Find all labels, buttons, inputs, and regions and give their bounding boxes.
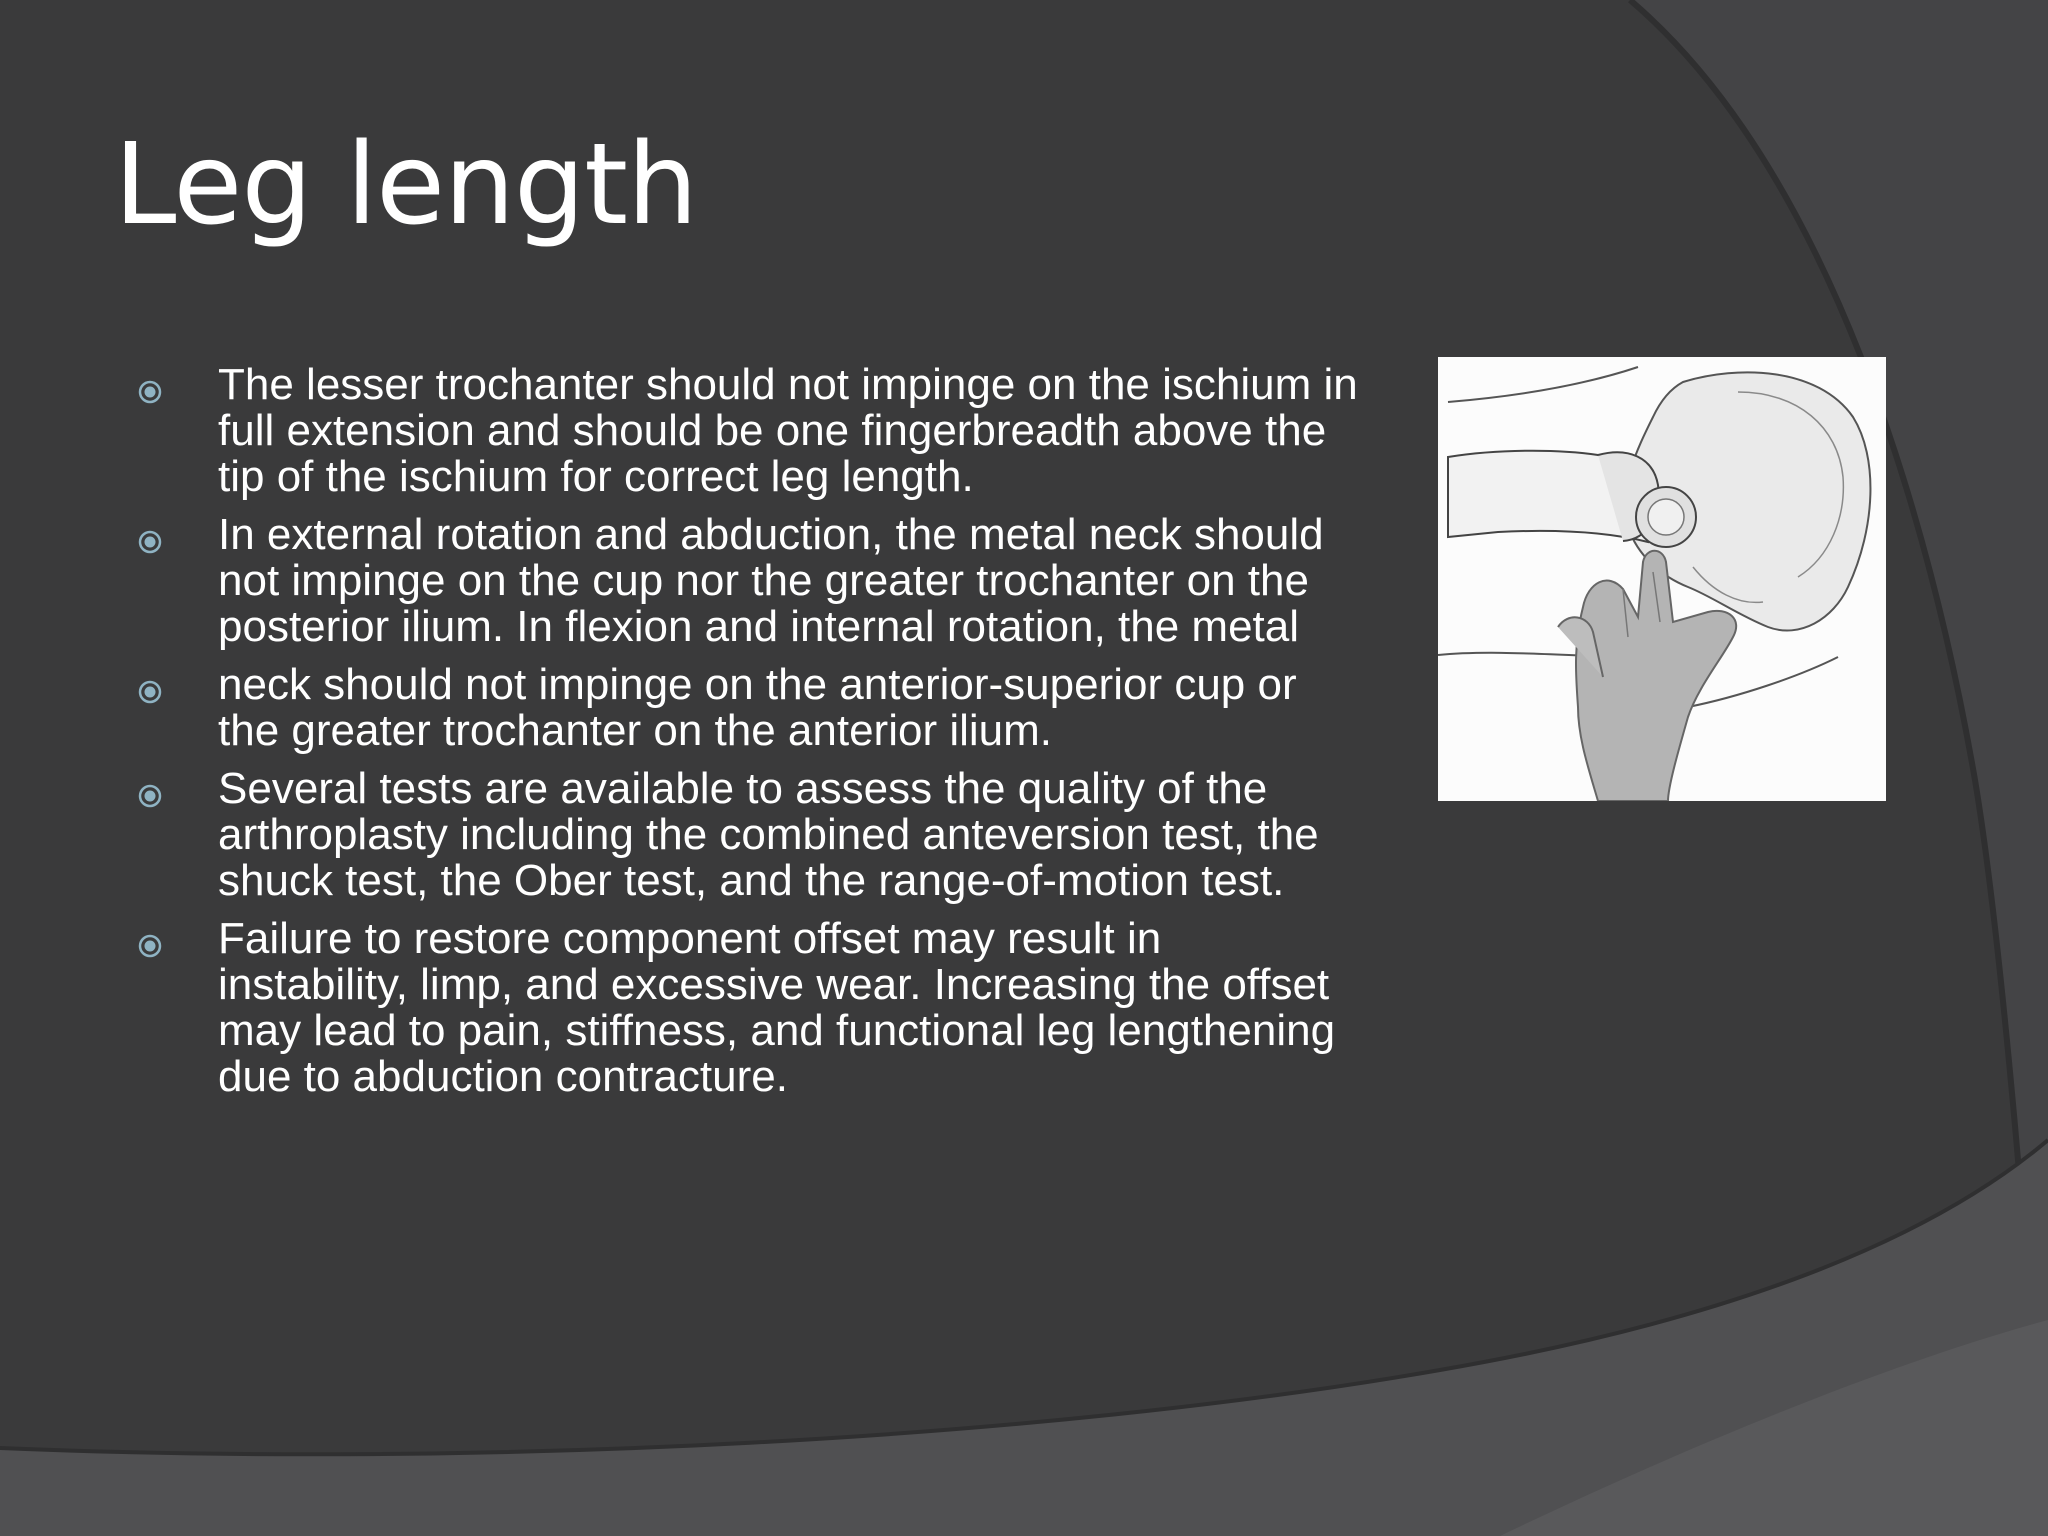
circled-dot-icon xyxy=(138,530,162,554)
hip-examination-illustration xyxy=(1438,357,1886,801)
circled-dot-icon xyxy=(138,784,162,808)
bullet-text: The lesser trochanter should not impinge on the ischium in full extension and should be one fingerbreadth above the tip of the ischium for correct leg length. xyxy=(218,360,1358,501)
bullet-item xyxy=(130,916,1360,1100)
hip-examination-figure xyxy=(1438,357,1886,801)
bullet-text: Several tests are available to assess the quality of the arthroplasty including the combined anteversion test, the shuck test, the Ober test, and the range-of-motion test. xyxy=(218,764,1319,905)
slide-title: Leg length xyxy=(114,120,698,250)
bullet-item xyxy=(130,766,1360,904)
bullet-list xyxy=(130,362,1360,1112)
circled-dot-icon xyxy=(138,934,162,958)
bullet-text: In external rotation and abduction, the metal neck should not impinge on the cup nor the greater trochanter on the posterior ilium. In flexion and internal rotation, the metal xyxy=(218,510,1324,651)
circled-dot-icon xyxy=(138,680,162,704)
bullet-item xyxy=(130,512,1360,650)
bullet-text: Failure to restore component offset may result in instability, limp, and excessive wear. Increasing the offset may lead to pain, stiffness, and functional leg lengthening due to abduction contracture. xyxy=(218,914,1336,1101)
bullet-text: neck should not impinge on the anterior-superior cup or the greater trochanter on the anterior ilium. xyxy=(218,660,1297,755)
circled-dot-icon xyxy=(138,380,162,404)
bullet-item xyxy=(130,362,1360,500)
bullet-item xyxy=(130,662,1360,754)
